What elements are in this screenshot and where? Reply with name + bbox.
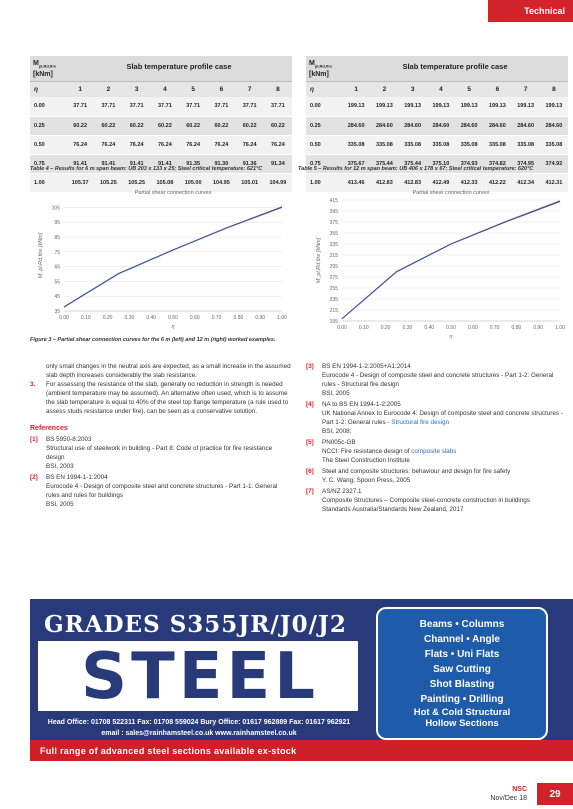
x-tick-label: 0.10 [358,325,369,331]
reference-code: AS/NZ 2327.1 [322,488,362,495]
x-tick-label: 0.90 [533,325,544,331]
service-item: Channel • Angle [424,634,500,645]
reference-code: BS 5950-8:2003 [46,436,92,443]
y-tick-label: 105 [51,205,60,212]
reference-line: Eurocode 4 - Design of composite steel and concrete structures - Part 1-1: General rules and rules for buildings [46,483,278,499]
value-cell: 105.01 [236,173,264,192]
chart-title: Partial shear connection curves [412,190,490,196]
value-cell: 37.71 [207,97,235,116]
eta-cell: 0.50 [30,135,66,154]
reference-number: [4] [306,401,314,408]
value-cell: 76.24 [264,135,292,154]
y-tick-label: 65 [54,264,60,271]
x-tick-label: 0.50 [446,325,456,331]
eta-cell: 0.50 [306,135,342,154]
series-line-0 [64,207,282,307]
value-cell: 91.41 [94,154,122,173]
x-tick-label: 0.50 [168,315,178,321]
x-tick-label: 1.00 [555,325,565,331]
value-cell: 76.24 [151,135,179,154]
x-tick-label: 0.40 [424,325,435,331]
column-header-row: η 1 2 3 4 5 6 7 8 [30,82,292,97]
value-cell: 91.41 [123,154,151,173]
value-cell: 60.22 [179,116,207,135]
value-cell: 91.34 [264,154,292,173]
y-axis-label: M_pl,Rd,fire [kNm] [316,237,322,284]
table-title: Slab temperature profile case [126,62,232,71]
chart-6m-span [30,186,292,331]
x-tick-label: 0.70 [489,325,500,331]
value-cell: 37.71 [179,97,207,116]
eta-cell: 1.00 [30,173,66,192]
y-tick-label: 35 [54,309,60,315]
value-cell: 335.08 [540,135,568,154]
advertisement[interactable] [30,599,573,761]
table-row [30,116,292,135]
value-cell: 37.71 [236,97,264,116]
ad-grades-heading: GRADES S355JR/J0/J2 [44,611,347,638]
reference-code: NA to BS EN 1994-1-2:2005 [322,401,401,408]
reference-code: Steel and composite structures: behaviour and design for fire safety [322,468,511,475]
reference-line: The Steel Construction Institute [322,457,410,464]
y-tick-label: 215 [329,308,338,314]
data-table [30,82,292,193]
reference-number: [6] [306,468,314,475]
value-cell: 60.22 [123,116,151,135]
value-cell: 37.71 [264,97,292,116]
x-axis-label: η [449,334,453,340]
service-item: Beams • Columns [419,619,505,630]
table-row [306,135,568,154]
value-cell: 37.71 [66,97,94,116]
reference-item [306,400,568,436]
value-cell: 412.22 [483,173,511,192]
y-axis-label: M_pl,Rd,fire [kNm] [38,232,44,279]
x-tick-label: 0.00 [337,325,347,331]
value-cell: 76.24 [236,135,264,154]
value-cell: 284.60 [483,116,511,135]
value-cell: 413.46 [342,173,370,192]
intro-paragraph: only small changes in the neutral axis are expected, as a small increase in the assumed slab depth increases considerably the slab resistance. [46,363,291,379]
value-cell: 199.13 [399,97,427,116]
reference-item [306,438,568,465]
value-cell: 60.22 [207,116,235,135]
value-cell: 37.71 [151,97,179,116]
x-tick-label: 0.00 [59,315,69,321]
value-cell: 412.83 [399,173,427,192]
y-tick-label: 315 [329,253,338,259]
value-cell: 76.24 [123,135,151,154]
reference-item [306,487,568,514]
chart-title: Partial shear connection curves [134,190,212,196]
value-cell: 284.60 [370,116,398,135]
x-tick-label: 0.30 [124,315,135,321]
service-item: Shot Blasting [429,679,495,690]
service-item: Hollow Sections [425,718,499,729]
reference-code: PN005c-GB [322,439,356,446]
value-cell: 60.22 [236,116,264,135]
x-tick-label: 0.60 [189,315,200,321]
y-tick-label: 85 [54,235,60,241]
y-tick-label: 195 [329,319,338,325]
table-header [306,56,568,82]
table-5-caption: Table 5 – Results for 12 m span beam: UB 406 x 178 x 67; Steel critical temperature: 620°C [298,166,534,172]
value-cell: 104.95 [207,173,235,192]
value-cell: 105.25 [94,173,122,192]
service-item: Saw Cutting [433,664,491,675]
value-cell: 60.22 [94,116,122,135]
value-cell: 76.24 [207,135,235,154]
x-tick-label: 0.40 [146,315,157,321]
value-cell: 91.36 [236,154,264,173]
ad-email-line[interactable]: email : sales@rainhamsteel.co.uk www.rainhamsteel.co.uk [101,730,297,737]
reference-number: [2] [30,474,38,481]
value-cell: 37.71 [94,97,122,116]
value-cell: 375.44 [399,154,427,173]
value-cell: 412.31 [540,173,568,192]
value-cell: 284.60 [399,116,427,135]
table-row [306,97,568,116]
y-tick-label: 95 [54,220,60,227]
value-cell: 105.08 [151,173,179,192]
value-cell: 284.60 [455,116,483,135]
value-cell: 412.83 [370,173,398,192]
value-cell: 105.37 [66,173,94,192]
y-tick-label: 75 [54,249,60,256]
value-cell: 412.34 [512,173,540,192]
value-cell: 199.13 [540,97,568,116]
value-cell: 335.08 [512,135,540,154]
y-tick-label: 335 [329,242,338,248]
service-item: Painting • Drilling [420,694,504,705]
series-line-0 [342,201,560,319]
reference-code: BS EN 1994-1-2:2005+A1:2014 [322,363,411,370]
ad-services-box [376,607,548,740]
reference-number: [1] [30,436,38,443]
eta-cell: 1.00 [306,173,342,192]
chart-12m-span [300,186,570,341]
x-tick-label: 0.80 [511,325,522,331]
x-tick-label: 0.90 [255,315,266,321]
value-cell: 37.71 [123,97,151,116]
footer-issue: Nov/Dec 18 [490,795,527,802]
footer-magazine: NSC [512,786,527,793]
value-cell: 105.25 [123,173,151,192]
value-cell: 335.08 [370,135,398,154]
ad-banner: Full range of advanced steel sections available ex-stock [30,740,573,761]
value-cell: 76.24 [179,135,207,154]
ad-phone-line: Head Office: 01708 522311 Fax: 01708 559024 Bury Office: 01617 962889 Fax: 01617 962921 [47,719,351,726]
service-item: Hot & Cold Structural [413,707,511,718]
reference-line: BSI, 2005 [322,390,350,397]
value-cell: 374.93 [455,154,483,173]
table-row [30,97,292,116]
reference-number: [3] [306,363,314,370]
value-cell: 412.33 [455,173,483,192]
value-cell: 374.92 [540,154,568,173]
reference-number: [7] [306,488,314,495]
value-cell: 199.13 [483,97,511,116]
data-table [306,82,568,193]
service-item: Flats • Uni Flats [424,649,500,660]
table-4-caption: Table 4 – Results for 6 m span beam: UB 203 x 133 x 25; Steel critical temperature: 621°C [30,166,263,172]
x-tick-label: 0.80 [233,315,244,321]
body-right-column [306,362,568,516]
page-number: 29 [537,783,573,805]
value-cell: 60.22 [151,116,179,135]
reference-line: NCCI: Fire resistance design of composite slabs [322,448,457,455]
value-cell: 375.44 [370,154,398,173]
body-left-column [30,362,292,511]
value-cell: 374.82 [483,154,511,173]
eta-cell: 0.25 [30,116,66,135]
eta-cell: 0.25 [306,116,342,135]
value-cell: 60.22 [264,116,292,135]
reference-line: Y. C. Wang, Spoon Press, 2005 [322,477,411,484]
eta-cell: 0.00 [306,97,342,116]
reference-line: BSI, 2008; [322,428,352,435]
reference-line: Composite Structures – Composite steel-concrete construction in buildings [322,497,530,504]
reference-line: Standards Australia/Standards New Zealand, 2017 [322,506,464,513]
reference-link[interactable]: Structural fire design [391,419,450,426]
value-cell: 199.13 [427,97,455,116]
eta-cell: 0.00 [30,97,66,116]
point-3-paragraph: 3. For assessing the resistance of the slab, generally no reduction in strength is needed (ambient temperature may be assumed). An alternative often used, which is to assume the slab temperature is equal to 40% of the steel top flange temperature (a rule used to assess studs resistance under fire), can be seen as a conservative solution. [30,381,289,415]
y-tick-label: 255 [329,286,338,292]
y-tick-label: 55 [54,279,60,286]
value-cell: 374.95 [512,154,540,173]
results-table-6m [30,56,292,193]
table-title: Slab temperature profile case [402,62,508,71]
value-cell: 91.35 [179,154,207,173]
value-cell: 199.13 [370,97,398,116]
value-cell: 284.60 [427,116,455,135]
reference-item [30,435,292,471]
section-tab: Technical [488,0,573,22]
y-tick-label: 295 [329,264,338,270]
value-cell: 284.60 [342,116,370,135]
y-tick-label: 235 [329,297,338,303]
value-cell: 284.60 [540,116,568,135]
table-row [30,135,292,154]
value-cell: 91.30 [207,154,235,173]
x-tick-label: 0.70 [211,315,222,321]
reference-line: Structural use of steelwork in building - Part 8: Code of practice for fire resistance design [46,445,273,461]
y-tick-label: 45 [54,294,60,301]
value-cell: 335.08 [427,135,455,154]
references-heading: References [30,425,68,432]
value-cell: 335.08 [483,135,511,154]
value-cell: 335.08 [342,135,370,154]
ad-contact [30,717,368,739]
value-cell: 375.67 [342,154,370,173]
reference-item [30,473,292,509]
value-cell: 375.10 [427,154,455,173]
reference-line: UK National Annex to Eurocode 4: Design of composite steel and concrete structures - Part 1-2: General rules - Structural fire design [322,410,563,426]
x-tick-label: 0.60 [467,325,478,331]
ad-steel-wordmark: STEEL [81,640,319,714]
y-tick-label: 275 [329,275,338,281]
value-cell: 199.13 [455,97,483,116]
series-line-1 [342,201,560,318]
reference-item [306,467,568,485]
reference-number: [5] [306,439,314,446]
reference-code: BS EN 1994-1-1:2004 [46,474,108,481]
value-cell: 60.22 [66,116,94,135]
moment-label: $M_{pl,Rd,fire}$ [kNm] [309,60,333,79]
x-axis-label: η [171,324,175,330]
reference-item [306,362,568,398]
eta-cell: 0.75 [306,154,342,173]
value-cell: 76.24 [66,135,94,154]
value-cell: 335.08 [399,135,427,154]
value-cell: 91.41 [151,154,179,173]
x-tick-label: 0.30 [402,325,413,331]
value-cell: 412.49 [427,173,455,192]
value-cell: 284.60 [512,116,540,135]
value-cell: 199.13 [342,97,370,116]
moment-label: $M_{pl,Rd,fire}$ [kNm] [33,60,57,79]
value-cell: 91.41 [66,154,94,173]
value-cell: 335.08 [455,135,483,154]
table-row [306,116,568,135]
x-tick-label: 1.00 [277,315,287,321]
y-tick-label: 355 [329,231,338,237]
x-tick-label: 0.20 [102,315,113,321]
value-cell: 76.24 [94,135,122,154]
x-tick-label: 0.10 [80,315,91,321]
figure-3-caption: Figure 3 – Partial shear connection curves for the 6 m (left) and 12 m (right) worked examples. [30,337,276,343]
y-tick-label: 395 [329,209,338,215]
value-cell: 199.13 [512,97,540,116]
reference-line: BSI, 2003 [46,463,74,470]
results-table-12m [306,56,568,193]
column-header-row: η 1 2 3 4 5 6 7 8 [306,82,568,97]
value-cell: 105.00 [179,173,207,192]
value-cell: 104.99 [264,173,292,192]
reference-line: Eurocode 4 - Design of composite steel and concrete structures - Part 1-2: General rules - Structural fire design [322,372,554,388]
y-tick-label: 415 [329,198,338,204]
table-header [30,56,292,82]
reference-link[interactable]: composite slabs [411,448,457,455]
reference-line: BSI, 2005 [46,501,74,508]
y-tick-label: 375 [329,220,338,226]
eta-cell: 0.75 [30,154,66,173]
x-tick-label: 0.20 [380,325,391,331]
